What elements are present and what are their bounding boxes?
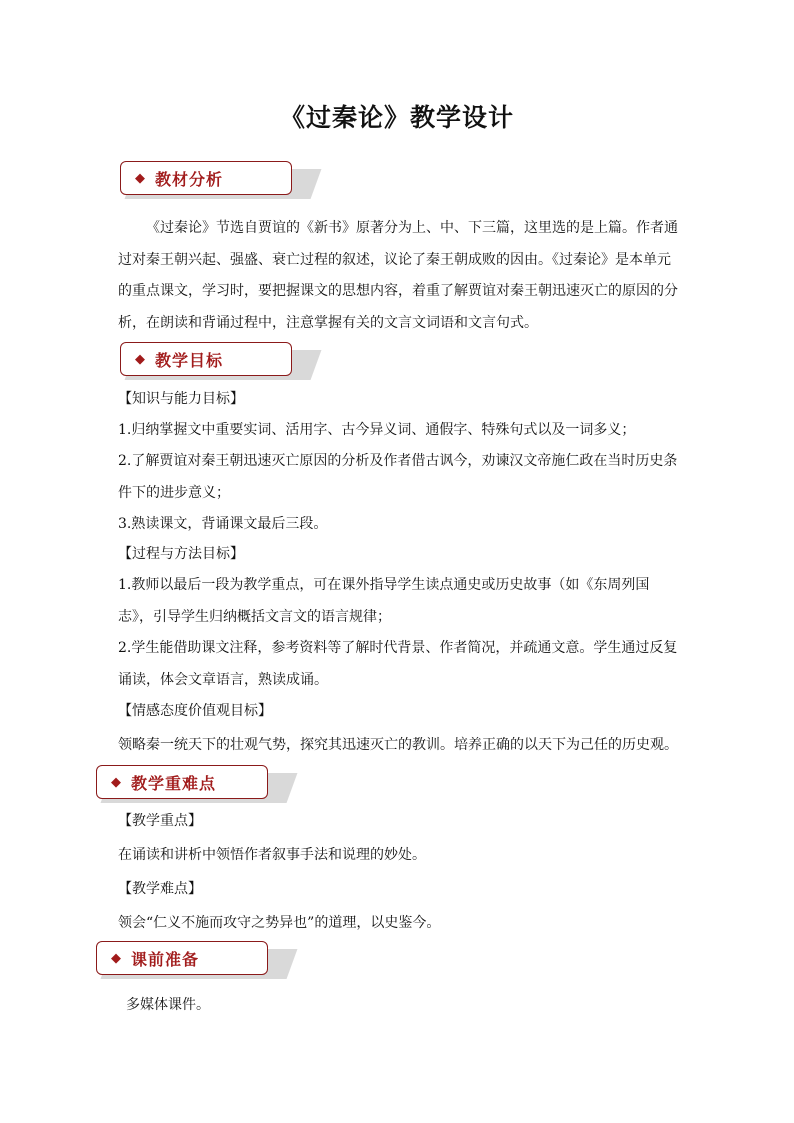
focus-text: 在诵读和讲析中领悟作者叙事手法和说理的妙处。: [118, 847, 426, 863]
goal-item: 3.熟读课文，背诵课文最后三段。: [118, 516, 328, 532]
goal-item: 1.教师以最后一段为教学重点，可在课外指导学生读点通史或历史故事（如《东周列国志》，引导学生归纳概括文言文的语言规律；: [118, 577, 650, 625]
goal-item: 2.学生能借助课文注释，参考资料等了解时代背景、作者简况，并疏通文意。学生通过反复诵读，体会文章语言，熟读成诵。: [118, 640, 678, 688]
difficulty-heading: 【教学难点】: [118, 881, 202, 897]
diamond-icon: ◆: [111, 774, 121, 790]
process-heading: 【过程与方法目标】: [118, 546, 244, 562]
goal-item: 领略秦一统天下的壮观气势，探究其迅速灭亡的教训。培养正确的以天下为己任的历史观。: [118, 737, 678, 753]
section-title: 教材分析: [155, 169, 224, 189]
analysis-paragraph: 《过秦论》节选自贾谊的《新书》原著分为上、中、下三篇，这里选的是上篇。作者通过对秦王朝兴起、强盛、衰亡过程的叙述，议论了秦王朝成败的因由。《过秦论》是本单元的重点课文，学习时，要把握课文的思想内容，着重了解贾谊对秦王朝迅速灭亡的原因的分析，在朗读和背诵过程中，注意掌握有关的文言文词语和文言句式。: [118, 220, 678, 331]
section-header-analysis: [120, 161, 320, 197]
emotion-heading: 【情感态度价值观目标】: [118, 703, 272, 719]
knowledge-heading: 【知识与能力目标】: [118, 391, 244, 407]
diamond-icon: ◆: [135, 170, 145, 186]
section-title: 课前准备: [131, 949, 200, 969]
diamond-icon: ◆: [135, 351, 145, 367]
section-header-prep: [96, 941, 296, 977]
prep-text: 多媒体课件。: [126, 997, 210, 1013]
section-title: 教学重难点: [131, 773, 217, 793]
difficulty-text: 领会“仁义不施而攻守之势异也”的道理，以史鉴今。: [118, 915, 441, 931]
goal-item: 1.归纳掌握文中重要实词、活用字、古今异义词、通假字、特殊句式以及一词多义；: [118, 422, 636, 438]
section-title: 教学目标: [155, 350, 224, 370]
focus-heading: 【教学重点】: [118, 813, 202, 829]
page-title: 《过秦论》教学设计: [279, 103, 514, 132]
section-header-keypoints: [96, 765, 296, 801]
diamond-icon: ◆: [111, 950, 121, 966]
goal-item: 2.了解贾谊对秦王朝迅速灭亡原因的分析及作者借古讽今，劝谏汉文帝施仁政在当时历史条件下的进步意义；: [118, 453, 678, 501]
section-header-goals: [120, 342, 320, 378]
